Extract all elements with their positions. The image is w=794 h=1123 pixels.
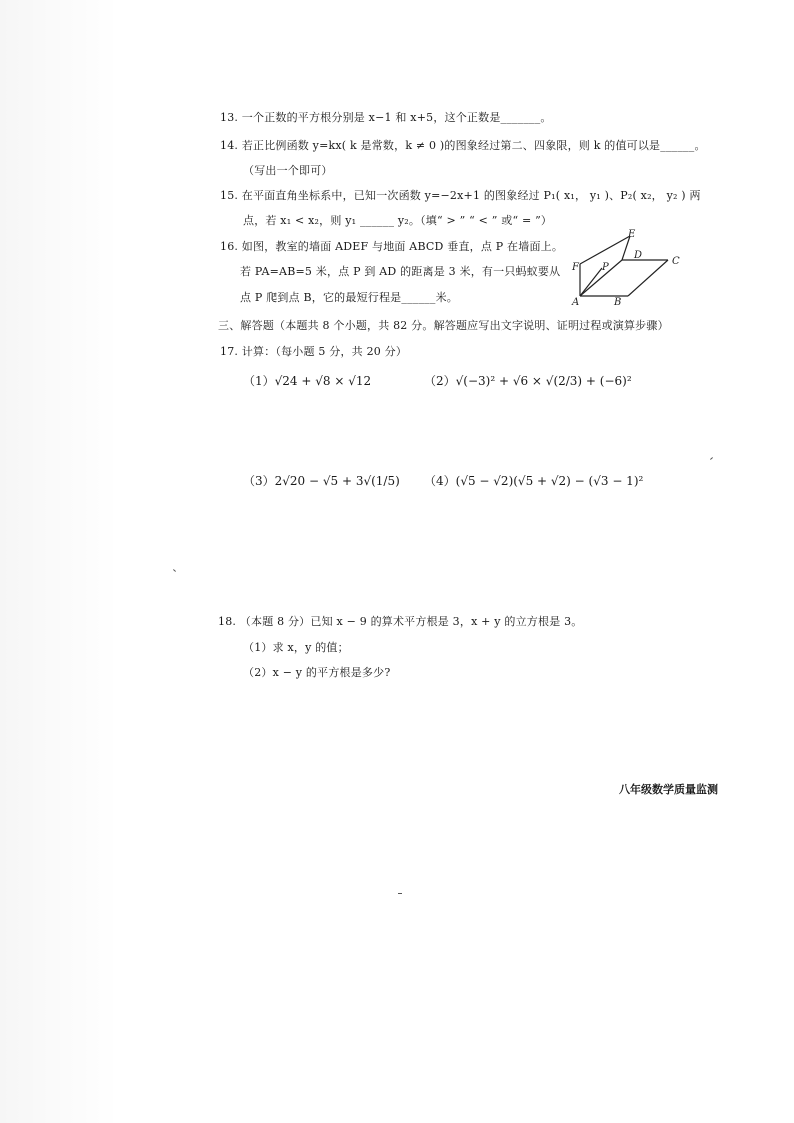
question-14: 14. 若正比例函数 y=kx( k 是常数，k ≠ 0 )的图象经过第二、四象限，则 k 的值可以是______。 [220,139,706,152]
question-18: 18. （本题 8 分）已知 x − 9 的算术平方根是 3，x + y 的立方根是 3。 [218,615,583,628]
label-A: A [572,297,580,308]
label-C: C [672,256,680,267]
scan-speck [398,893,402,894]
label-B: B [614,297,622,308]
section-3-heading: 三、解答题（本题共 8 个小题，共 82 分。解答题应写出文字说明、证明过程或演算步骤） [218,319,669,332]
footer-exam-name: 八年级数学质量监测 [619,783,718,796]
question-15-cont: 点，若 x₁ < x₂，则 y₁ ______ y₂。（填“ > ” “ < ” 或“ = ”） [243,214,553,227]
question-16-cont2: 点 P 爬到点 B，它的最短行程是______米。 [240,291,458,304]
label-F: F [572,262,579,273]
q17-part-2: （2）√(−3)² + √6 × √(2/3) + (−6)² [424,374,632,388]
scan-shadow [0,0,120,1123]
segment-AP [580,268,602,296]
q17-part-1: （1）√24 + √8 × √12 [243,374,372,388]
scan-speck [173,569,176,572]
question-16: 16. 如图，教室的墙面 ADEF 与地面 ABCD 垂直，点 P 在墙面上。 [220,240,564,253]
question-17-title: 17. 计算：（每小题 5 分，共 20 分） [220,345,408,358]
question-13: 13. 一个正数的平方根分别是 x−1 和 x+5，这个正数是_______。 [220,111,552,124]
q17-part-4: （4）(√5 − √2)(√5 + √2) − (√3 − 1)² [424,474,644,488]
scan-speck [710,457,713,460]
q17-part-3: （3）2√20 − √5 + 3√(1/5) [243,474,400,488]
label-D: D [634,250,643,261]
question-14-note: （写出一个即可） [243,164,333,177]
edge-DA [580,260,622,296]
classroom-wall-figure [568,228,698,308]
label-E: E [628,229,636,240]
question-16-cont: 若 PA=AB=5 米，点 P 到 AD 的距离是 3 米，有一只蚂蚁要从 [240,265,561,278]
q18-part-2: （2）x − y 的平方根是多少? [243,666,391,679]
question-15: 15. 在平面直角坐标系中，已知一次函数 y=−2x+1 的图象经过 P₁( x₁， y₁ )、P₂( x₂， y₂ ) 两 [220,189,701,202]
q18-part-1: （1）求 x，y 的值； [243,641,349,654]
label-P: P [602,262,609,273]
edge-BC [628,260,668,296]
